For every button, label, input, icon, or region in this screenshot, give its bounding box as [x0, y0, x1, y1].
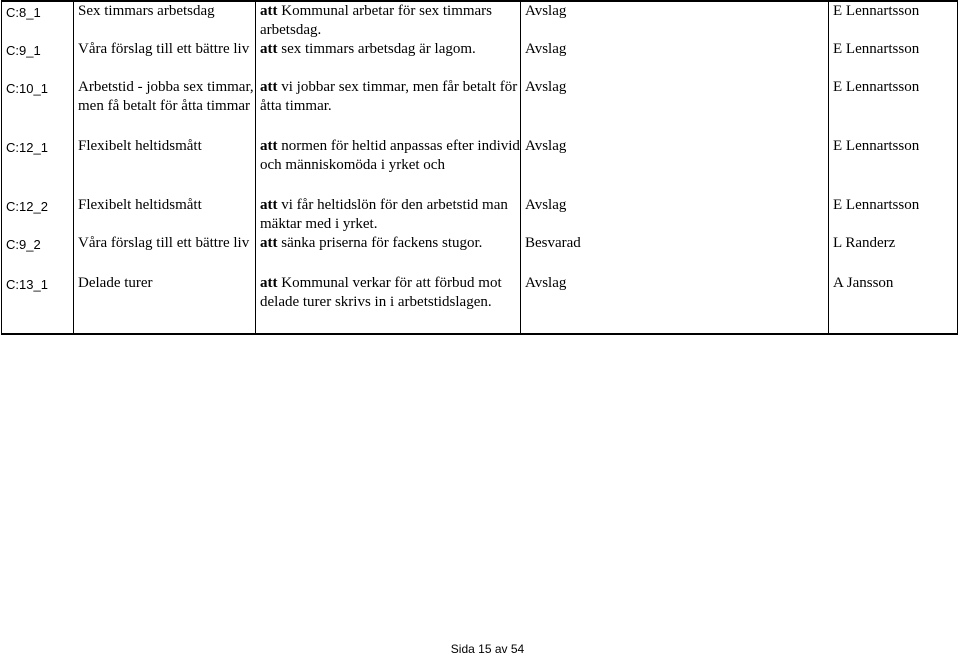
motion-proposal: [256, 137, 521, 196]
motion-title: Flexibelt heltidsmått: [74, 196, 256, 234]
motion-title: Flexibelt heltidsmått: [74, 137, 256, 196]
motion-title: Delade turer: [74, 274, 256, 334]
motion-id: C:9_1: [2, 40, 74, 78]
motion-decision: Avslag: [521, 1, 829, 40]
motion-owner: L Randerz: [829, 234, 958, 274]
att-prefix: att: [260, 197, 278, 213]
proposal-text: vi jobbar sex timmar, men får betalt för åtta timmar.: [260, 79, 518, 114]
att-prefix: att: [260, 79, 278, 95]
motion-proposal: [256, 234, 521, 274]
proposal-text: vi får heltidslön för den arbetstid man mäktar med i yrket.: [260, 197, 508, 232]
table-row: [2, 78, 958, 137]
table-row: [2, 40, 958, 78]
motions-table: [1, 0, 958, 335]
motion-decision: Avslag: [521, 78, 829, 137]
motion-id: C:9_2: [2, 234, 74, 274]
motion-id: C:8_1: [2, 1, 74, 40]
motion-decision: Avslag: [521, 40, 829, 78]
motion-decision: Avslag: [521, 274, 829, 334]
att-prefix: att: [260, 138, 278, 154]
motion-id: C:12_2: [2, 196, 74, 234]
att-prefix: att: [260, 3, 278, 19]
motion-owner: E Lennartsson: [829, 1, 958, 40]
motion-owner: E Lennartsson: [829, 40, 958, 78]
motion-owner: E Lennartsson: [829, 196, 958, 234]
motion-title: Våra förslag till ett bättre liv: [74, 40, 256, 78]
motion-proposal: [256, 1, 521, 40]
att-prefix: att: [260, 275, 278, 291]
proposal-text: sänka priserna för fackens stugor.: [281, 235, 483, 251]
motion-title: Arbetstid - jobba sex timmar, men få betalt för åtta timmar: [74, 78, 256, 137]
att-prefix: att: [260, 235, 278, 251]
proposal-text: Kommunal arbetar för sex timmars arbetsdag.: [260, 3, 493, 38]
motion-proposal: [256, 274, 521, 334]
motion-owner: E Lennartsson: [829, 78, 958, 137]
motion-owner: A Jansson: [829, 274, 958, 334]
table-row: [2, 137, 958, 196]
motion-owner: E Lennartsson: [829, 137, 958, 196]
motion-proposal: [256, 78, 521, 137]
page-number: Sida 15 av 54: [450, 642, 525, 656]
motion-proposal: [256, 196, 521, 234]
page-footer: [0, 642, 959, 656]
table-row: [2, 1, 958, 40]
motion-proposal: [256, 40, 521, 78]
proposal-text: normen för heltid anpassas efter individ och människomöda i yrket och: [260, 138, 520, 173]
proposal-text: Kommunal verkar för att förbud mot delade turer skrivs in i arbetstidslagen.: [260, 275, 502, 310]
motion-id: C:12_1: [2, 137, 74, 196]
table-row: [2, 196, 958, 234]
proposal-text: sex timmars arbetsdag är lagom.: [281, 41, 476, 57]
table-row: [2, 274, 958, 334]
motion-id: C:13_1: [2, 274, 74, 334]
motion-decision: Avslag: [521, 196, 829, 234]
motion-decision: Besvarad: [521, 234, 829, 274]
att-prefix: att: [260, 41, 278, 57]
motion-id: C:10_1: [2, 78, 74, 137]
motion-title: Våra förslag till ett bättre liv: [74, 234, 256, 274]
motion-decision: Avslag: [521, 137, 829, 196]
table-row: [2, 234, 958, 274]
motion-title: Sex timmars arbetsdag: [74, 1, 256, 40]
